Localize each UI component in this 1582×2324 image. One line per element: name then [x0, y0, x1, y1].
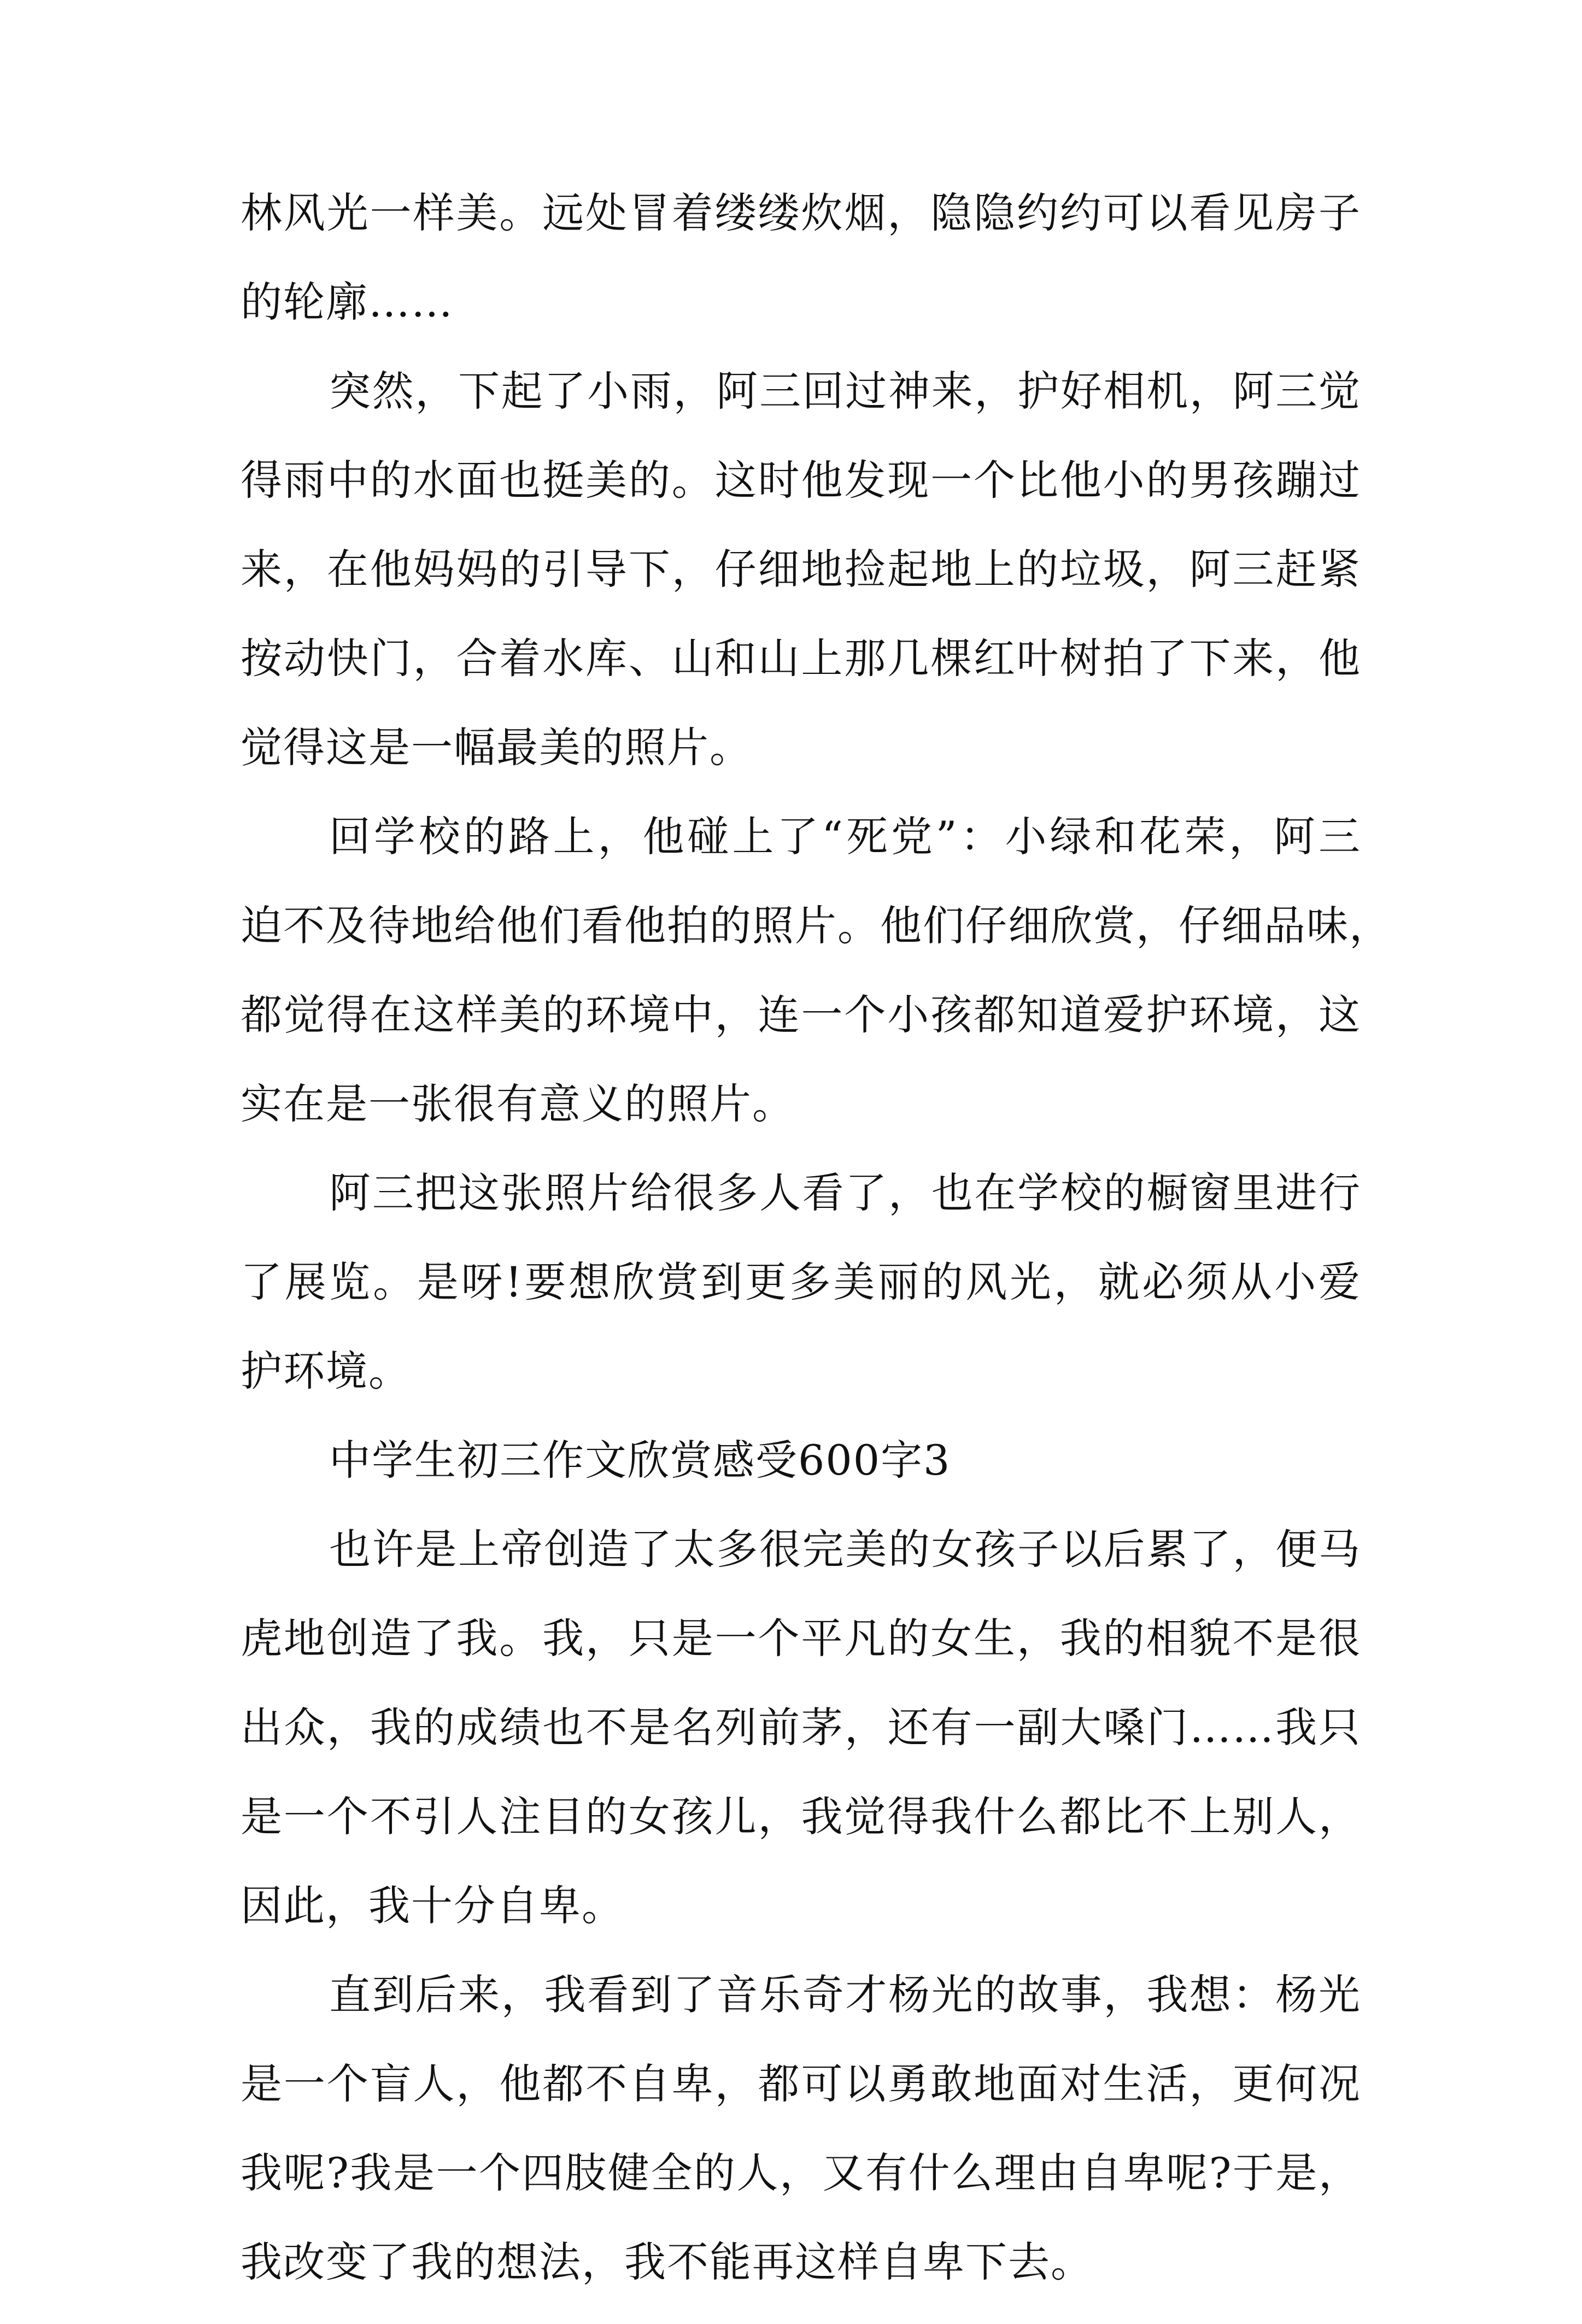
- text-line: 回学校的路上，他碰上了“死党”：小绿和花荣，阿三: [329, 812, 1361, 861]
- section-heading: 中学生初三作文欣赏感受600字3: [329, 1436, 951, 1484]
- text-line: 实在是一张很有意义的照片。: [241, 1079, 795, 1128]
- text-line: 迫不及待地给他们看他拍的照片。他们仔细欣赏，仔细品味，: [241, 901, 1392, 950]
- text-line: 来，在他妈妈的引导下，仔细地捡起地上的垃圾，阿三赶紧: [241, 545, 1361, 594]
- text-line: 出众，我的成绩也不是名列前茅，还有一副大嗓门……我只: [241, 1703, 1361, 1752]
- text-line: 护环境。: [241, 1347, 411, 1395]
- text-line: 觉得这是一幅最美的照片。: [241, 723, 752, 772]
- document-page: [241, 186, 1392, 2324]
- text-line: 的轮廓……: [241, 278, 454, 326]
- text-line: 都觉得在这样美的环境中，连一个小孩都知道爱护环境，这: [241, 990, 1361, 1039]
- text-line: 也许是上帝创造了太多很完美的女孩子以后累了，便马: [329, 1525, 1361, 1574]
- text-line: 突然，下起了小雨，阿三回过神来，护好相机，阿三觉: [329, 367, 1361, 415]
- text-line: 林风光一样美。远处冒着缕缕炊烟，隐隐约约可以看见房子: [241, 189, 1361, 237]
- text-line: 得雨中的水面也挺美的。这时他发现一个比他小的男孩蹦过: [241, 456, 1361, 504]
- text-line: 阿三把这张照片给很多人看了，也在学校的橱窗里进行: [329, 1169, 1361, 1217]
- text-line: 直到后来，我看到了音乐奇才杨光的故事，我想：杨光: [329, 1970, 1361, 2019]
- text-line: 我呢?我是一个四肢健全的人，又有什么理由自卑呢?于是，: [241, 2149, 1361, 2197]
- text-line: 我改变了我的想法，我不能再这样自卑下去。: [241, 2238, 1093, 2286]
- text-line: 按动快门，合着水库、山和山上那几棵红叶树拍了下来，他: [241, 634, 1361, 683]
- text-line: 是一个不引人注目的女孩儿，我觉得我什么都比不上别人，: [241, 1792, 1361, 1841]
- text-line: 虎地创造了我。我，只是一个平凡的女生，我的相貌不是很: [241, 1614, 1361, 1663]
- text-line: 是一个盲人，他都不自卑，都可以勇敢地面对生活，更何况: [241, 2059, 1361, 2108]
- text-line: 因此，我十分自卑。: [241, 1881, 624, 1930]
- text-line: 了展览。是呀!要想欣赏到更多美丽的风光，就必须从小爱: [241, 1258, 1361, 1306]
